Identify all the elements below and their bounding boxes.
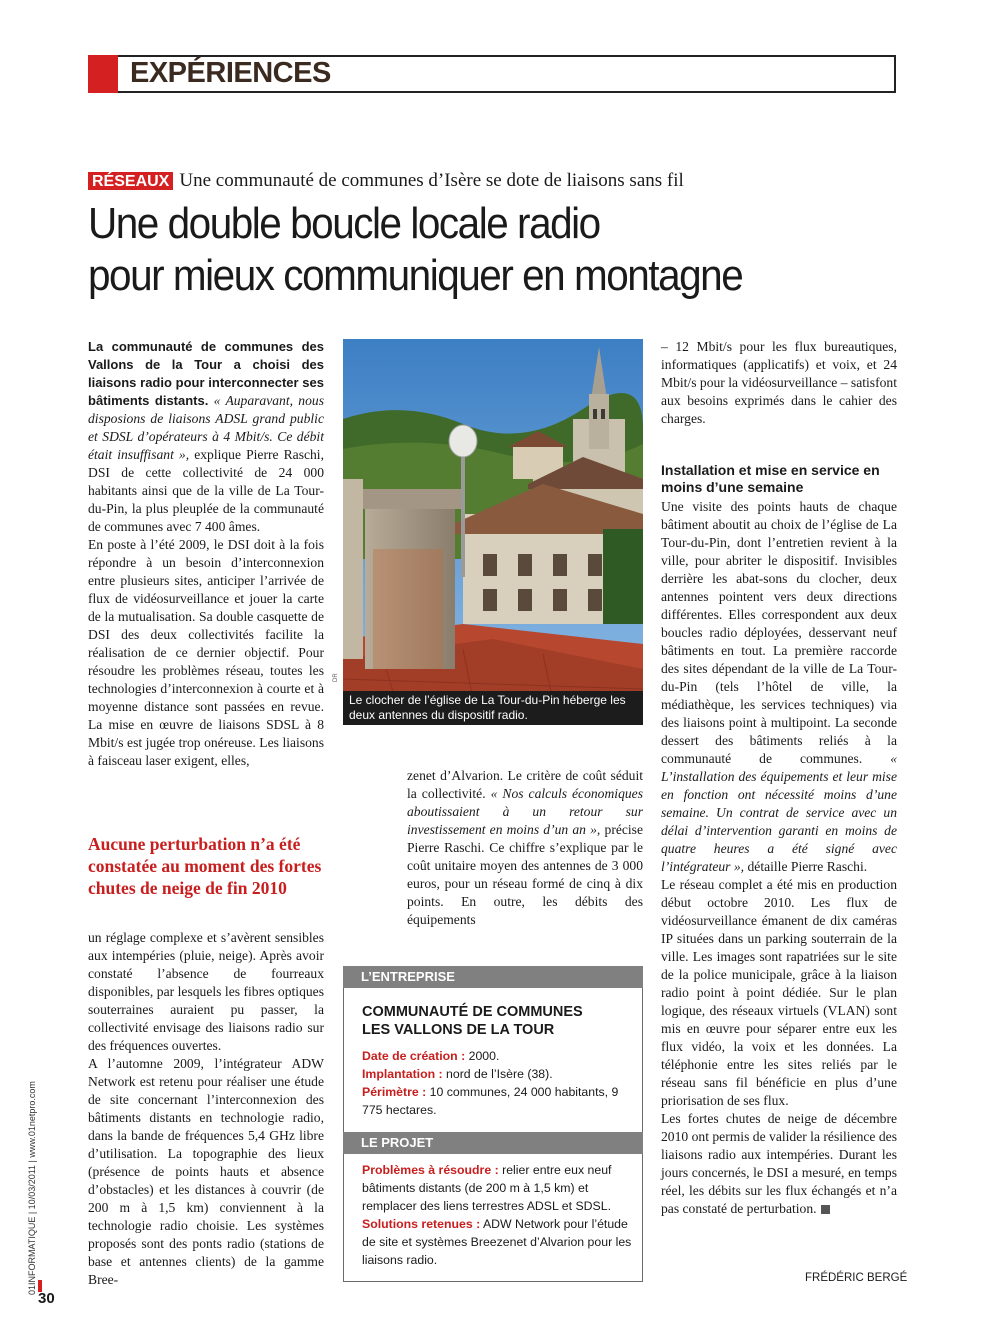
photo-credit: DR (333, 673, 339, 682)
col3-p2-end: détaille Pierre Raschi. (747, 859, 868, 874)
column-3-body (661, 498, 897, 1218)
section-title: EXPÉRIENCES (130, 57, 331, 89)
body-paragraph: En poste à l’été 2009, le DSI doit à la fois répondre à un besoin d’interconnexion entre plusieurs sites, anticiper l’arrivée de flux de vidéosurveillance et jouer la carte de la mutualisation. Sa double casquette de DSI des deux collectivités facilite la réalisation de ce dernier objectif. Pour résoudre les problèmes réseau, toutes les technologies d’interconnexion à courte et à moyenne distance sont passées en revue. La mise en œuvre de liaisons SDSL à 8 Mbit/s est jugée trop onéreuse. Les liaisons à faisceau laser exigent, elles, (88, 537, 324, 768)
section-header-accent (88, 55, 118, 93)
col3-p2: Une visite des points hauts de chaque bâtiment aboutit au choix de l’église de La Tour-du-Pin, dont l’entretien revient à la ville, pour abriter le dispositif. Invisibles derrière les abat-sons du clocher, deux antennes pointent vers deux directions différentes. Elles correspondent aux deux boucles radio déployées, desservant neuf bâtiments en tout. La première raccorde des sites dépendant de la ville de La Tour-du-Pin (tels l’hôtel de ville, la médiathèque, les services techniques) via des liaisons point à multipoint. La seconde dessert des bâtiments reliés à la communauté de communes. (661, 499, 897, 766)
solutions-label: Solutions retenues : (362, 1217, 481, 1231)
lead-quote: « Auparavant, nous disposions de liaisons ADSL grand public et SDSL d’opérateurs à 4 Mbit/s. Ce débit était insuffisant », (88, 393, 324, 462)
problems-label: Problèmes à résoudre : (362, 1163, 499, 1177)
headline (88, 198, 870, 302)
end-mark-icon (821, 1205, 830, 1214)
location-value: nord de l’Isère (38). (446, 1067, 553, 1081)
col2-quote: « Nos calculs économiques aboutissaient à un retour sur investissement en moins d’un an », (407, 786, 643, 837)
church-photo (343, 339, 643, 724)
page-number: 30 (38, 1290, 55, 1307)
author-byline: FRÉDÉRIC BERGÉ (805, 1272, 908, 1284)
column-1-top (88, 338, 324, 770)
solutions-value: ADW Network pour l’étude de site et systèmes Breezenet d’Alvarion pour les liaisons radio. (362, 1217, 632, 1267)
body-paragraph: un réglage complexe et s’avèrent sensibles aux intempéries (pluie, neige). Après avoir constaté l’absence de fourreaux disponibles, par lesquels les fibres optiques souterraines auraient pu passer, la collectivité envisage des liaisons radio sur des fréquences ouvertes. (88, 930, 324, 1053)
body-paragraph: Le réseau complet a été mis en production début octobre 2010. Les flux de vidéosurveillance émanent de dix caméras IP situées dans un parking souterrain de la ville. Les images sont rapatriées sur le site de la police municipale, grâce à la liaison radio point à point dédiée. Sur le plan logique, des réseaux virtuels (VLAN) sont mis en œuvre pour séparer entre eux les flux vidéo, la voix et les données. La téléphonie entre les sites reliés par le réseau sans fil bénéficie en plus d’une priorisation de ses flux. (661, 877, 897, 1108)
scope-value: 10 communes, 24 000 habitants, 9 775 hectares. (362, 1085, 619, 1117)
headline-line-1: Une double boucle locale radio (88, 199, 600, 248)
location-label: Implantation : (362, 1067, 443, 1081)
fact-box-company-header: L’ENTREPRISE (343, 966, 643, 988)
fact-box-organisation (362, 1003, 583, 1039)
scope-label: Périmètre : (362, 1085, 427, 1099)
column-3-top (661, 338, 897, 428)
creation-value: 2000. (468, 1049, 500, 1063)
fact-box-company-details (362, 1047, 634, 1119)
photo-caption: Le clocher de l’église de La Tour-du-Pin héberge les deux antennes du dispositif radio. (343, 691, 643, 725)
creation-label: Date de création : (362, 1049, 466, 1063)
kicker-tag: RÉSEAUX (88, 172, 173, 190)
kicker (88, 170, 684, 193)
body-paragraph: – 12 Mbit/s pour les flux bureautiques, informatiques (applicatifs) et voix, et 24 Mbit/s pour la vidéosurveillance – satisfont aux besoins exprimés dans le cahier des charges. (661, 339, 897, 426)
lead-rest: explique Pierre Raschi, DSI de cette collectivité de 24 000 habitants ainsi que de la ville de La Tour-du-Pin, la plus pleuplée de la communauté de communes avec 7 400 âmes. (88, 447, 324, 534)
headline-line-2: pour mieux communiquer en montagne (88, 251, 743, 300)
col2-rest: précise Pierre Raschi. Ce chiffre s’explique par le coût unitaire moyen des antennes de 3 000 euros, pour un réseau formé de cinq à dix points. En outre, les débits des équipements (407, 822, 644, 927)
body-paragraph: Les fortes chutes de neige de décembre 2010 ont permis de valider la résilience des liaisons radio aux intempéries. Durant les jours concernés, le DSI a mesuré, en temps réel, les débits sur les flux échangés et n’a pas constaté de perturbation. (661, 1111, 897, 1216)
org-line-2: LES VALLONS DE LA TOUR (362, 1022, 555, 1038)
pull-quote: Aucune perturbation n’a été constatée au moment des fortes chutes de neige de fin 2010 (88, 834, 322, 898)
folio-side-text: 01INFORMATIQUE | 10/03/2011 | www.01netpro.com (27, 1081, 37, 1295)
fact-box-project-header: LE PROJET (343, 1132, 643, 1154)
subsection-title: Installation et mise en service en moins d’une semaine (661, 462, 880, 495)
col3-quote: « L’installation des équipements et leur mise en fonction ont nécessité moins d’une semaine. Un contrat de service avec un délai d’intervention garanti en moins de quatre heures a été signé avec l’intégrateur », (661, 751, 897, 874)
fact-box-project-details (362, 1161, 634, 1269)
column-2-text (407, 767, 643, 929)
col2-start: zenet d’Alvarion. Le critère de coût séduit la collectivité. (407, 768, 643, 801)
kicker-text: Une communauté de communes d’Isère se dote de liaisons sans fil (179, 170, 684, 191)
lead-paragraph: La communauté de communes des Vallons de la Tour a choisi des liaisons radio pour interconnecter ses bâtiments distants. (88, 339, 324, 408)
org-line-1: COMMUNAUTÉ DE COMMUNES (362, 1004, 583, 1020)
body-paragraph: A l’automne 2009, l’intégrateur ADW Network est retenu pour réaliser une étude de site concernant l’interconnexion des bâtiments distants en technologie radio, dans la bande de fréquences 5,4 GHz libre d’utilisation. La topographie des lieux (présence de points hauts et absence d’obstacles) et les distances à couvrir (de 200 m à 1,5 km) conviennent à la technologie radio choisie. Les systèmes proposés sont des ponts radio (stations de base et antennes clients) de la gamme Bree- (88, 1056, 324, 1287)
column-1-bottom (88, 929, 324, 1289)
problems-value: relier entre eux neuf bâtiments distants (de 200 m à 1,5 km) et remplacer des liens terrestres ADSL et SDSL. (362, 1163, 612, 1213)
